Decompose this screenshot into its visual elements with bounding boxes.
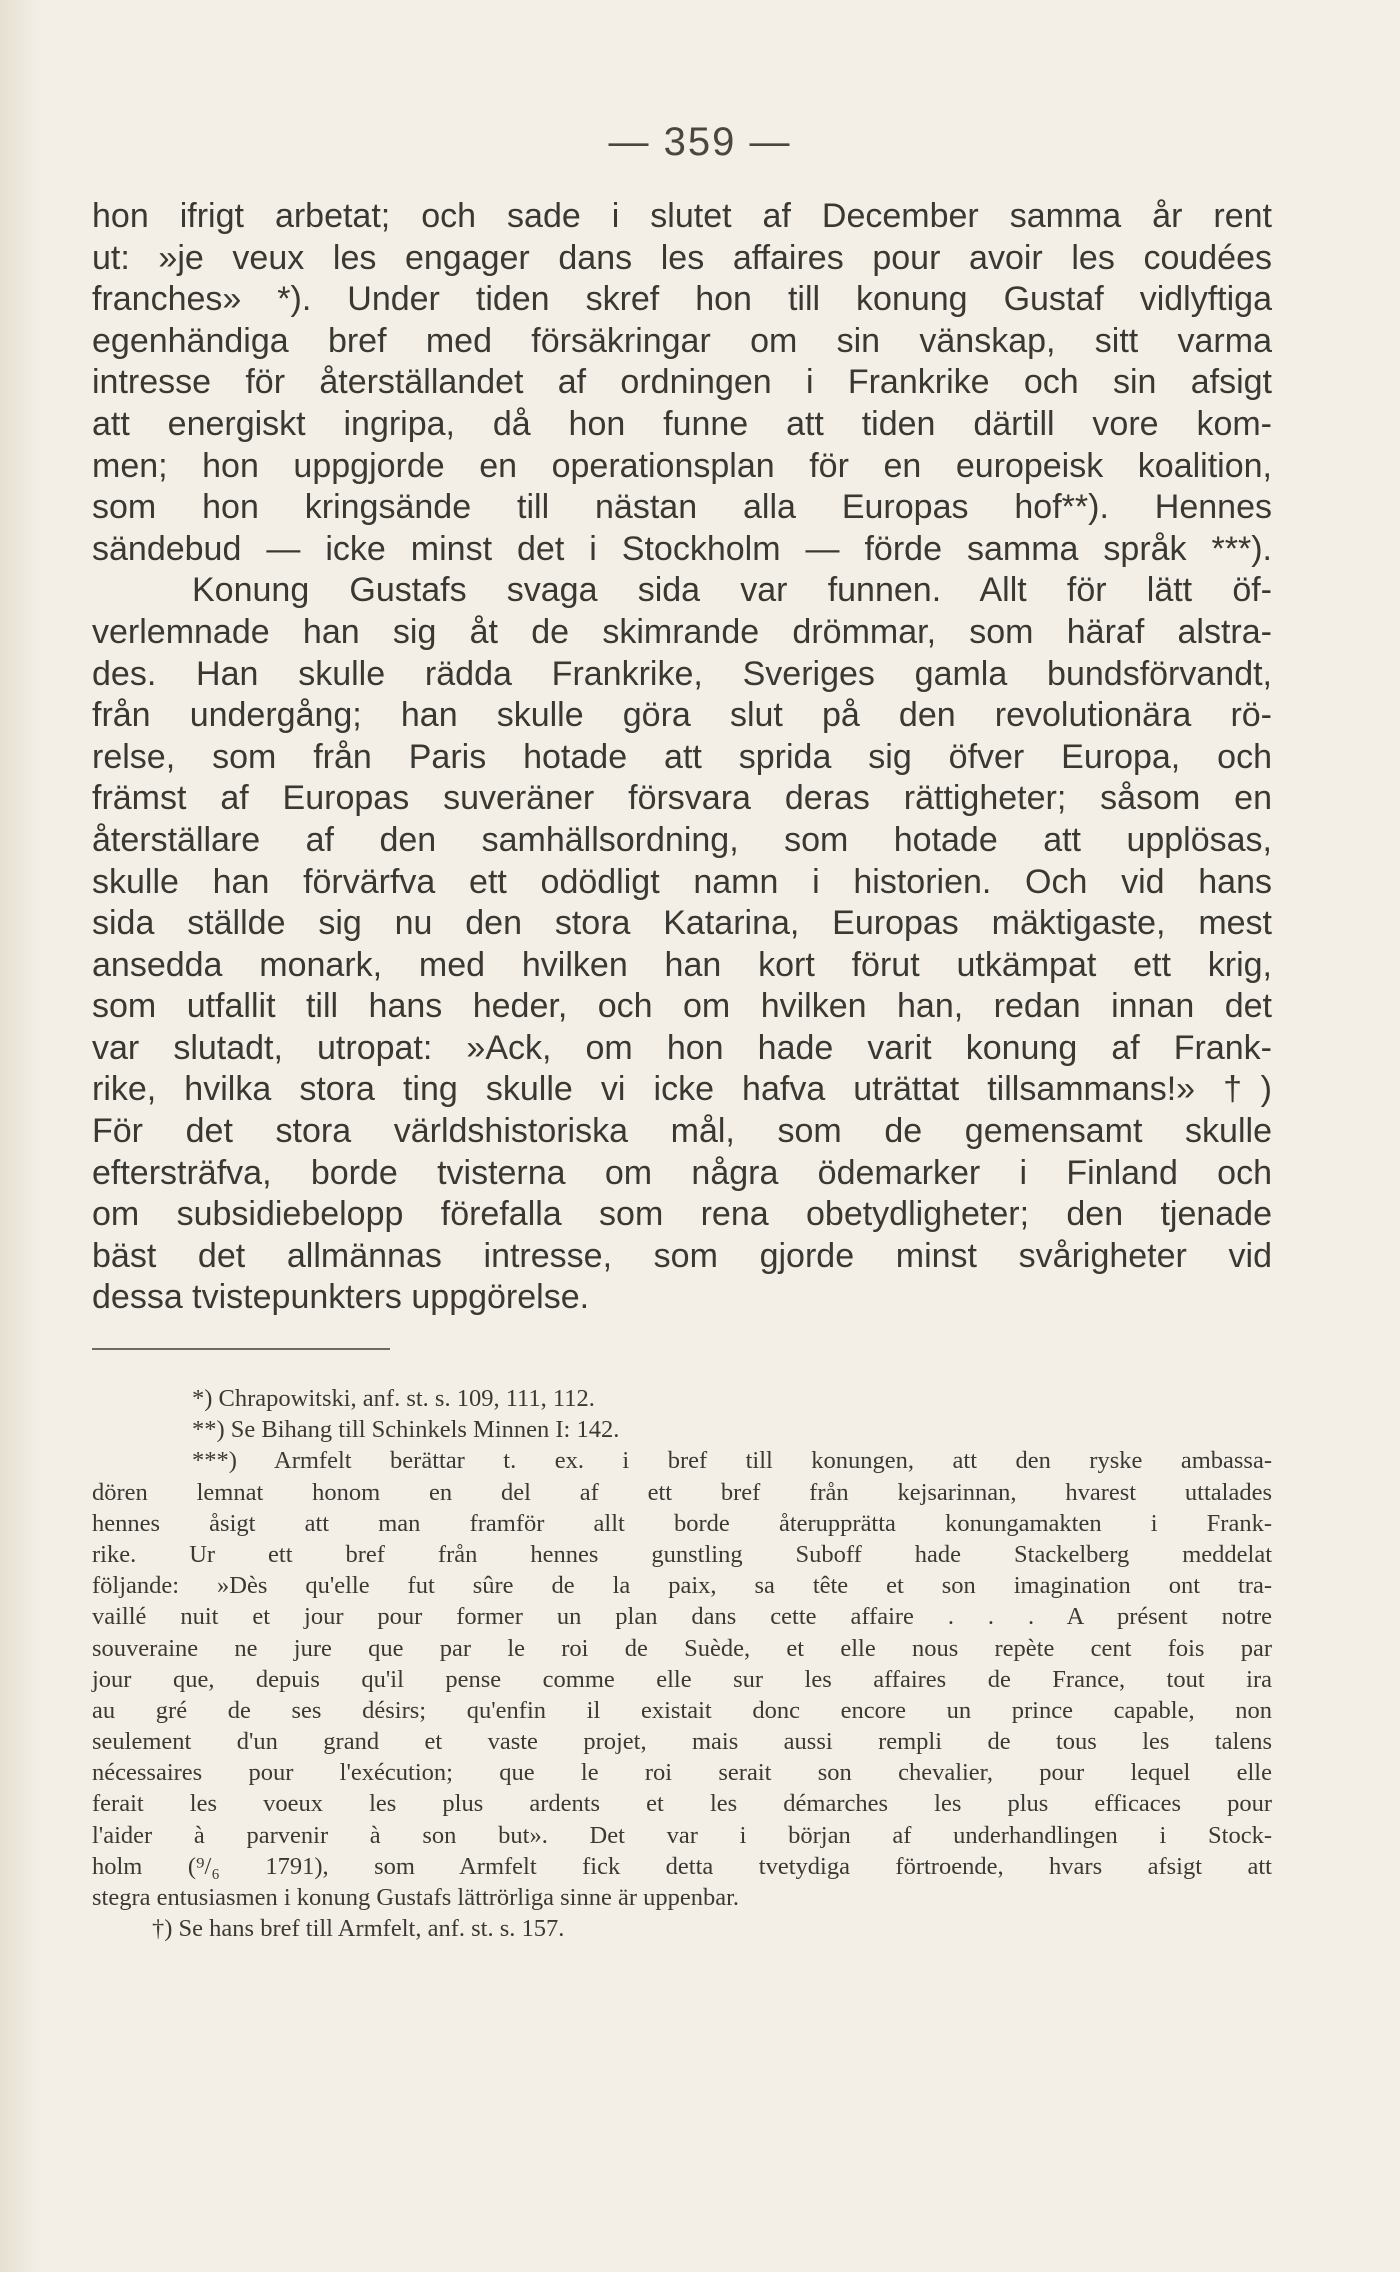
footnote-line: nécessaires pour l'exécution; que le roi serait son chevalier, pour lequel elle bbox=[92, 1759, 1272, 1787]
main-text-line: eftersträfva, borde tvisterna om några ödemarker i Finland och bbox=[92, 1153, 1272, 1192]
main-text-line: hon ifrigt arbetat; och sade i slutet af December samma år rent bbox=[92, 197, 1272, 235]
main-text-line: sida ställde sig nu den stora Katarina, Europas mäktigaste, mest bbox=[92, 904, 1272, 943]
main-text-line: om subsidiebelopp förefalla som rena obetydligheter; den tjenade bbox=[92, 1195, 1272, 1234]
footnote-line: l'aider à parvenir à son but». Det var i början af underhandlingen i Stock- bbox=[92, 1821, 1272, 1849]
footnote-line: holm (⁹/₆ 1791), som Armfelt fick detta tvetydiga förtroende, hvars afsigt att bbox=[92, 1852, 1272, 1880]
footnote-line: dören lemnat honom en del af ett bref från kejsarinnan, hvarest uttalades bbox=[92, 1478, 1272, 1506]
footnote-line: rike. Ur ett bref från hennes gunstling Suboff hade Stackelberg meddelat bbox=[92, 1540, 1272, 1568]
main-text-line: från undergång; han skulle göra slut på den revolutionära rö- bbox=[92, 696, 1272, 735]
main-text-line: var slutadt, utropat: »Ack, om hon hade varit konung af Frank- bbox=[92, 1028, 1272, 1067]
footnote-line: stegra entusiasmen i konung Gustafs lättrörliga sinne är uppenbar. bbox=[92, 1884, 740, 1911]
main-text-line: främst af Europas suveräner försvara deras rättigheter; såsom en bbox=[92, 779, 1272, 818]
footnote-line: ***) Armfelt berättar t. ex. i bref till konungen, att den ryske ambassa- bbox=[192, 1447, 1272, 1475]
main-text-body bbox=[92, 196, 1272, 1319]
footnote-line: †) Se hans bref till Armfelt, anf. st. s. 157. bbox=[152, 1915, 565, 1943]
main-text-line: som hon kringsände till nästan alla Europas hof**). Hennes bbox=[92, 488, 1272, 527]
footnote-line: seulement d'un grand et vaste projet, mais aussi rempli de tous les talens bbox=[92, 1728, 1272, 1756]
main-text-line: verlemnade han sig åt de skimrande drömmar, som häraf alstra- bbox=[92, 612, 1272, 651]
main-text-line: bäst det allmännas intresse, som gjorde minst svårigheter vid bbox=[92, 1236, 1272, 1275]
main-text-line: sändebud — icke minst det i Stockholm — förde samma språk ***). bbox=[92, 529, 1272, 568]
main-text-line: återställare af den samhällsordning, som hotade att upplösas, bbox=[92, 820, 1272, 859]
main-text-line: des. Han skulle rädda Frankrike, Sveriges gamla bundsförvandt, bbox=[92, 654, 1272, 693]
footnote-line: hennes åsigt att man framför allt borde återupprätta konungamakten i Frank- bbox=[92, 1509, 1272, 1537]
footnote-line: **) Se Bihang till Schinkels Minnen I: 142. bbox=[192, 1416, 620, 1444]
main-text-line: som utfallit till hans heder, och om hvilken han, redan innan det bbox=[92, 987, 1272, 1026]
main-text-line: skulle han förvärfva ett odödligt namn i historien. Och vid hans bbox=[92, 862, 1272, 901]
main-text-line: franches» *). Under tiden skref hon till konung Gustaf vidlyftiga bbox=[92, 280, 1272, 319]
main-text-line: egenhändiga bref med försäkringar om sin vänskap, sitt varma bbox=[92, 321, 1272, 360]
main-text-line: men; hon uppgjorde en operationsplan för en europeisk koalition, bbox=[92, 446, 1272, 485]
page-edge-shadow bbox=[0, 0, 40, 2272]
main-text-line: ut: »je veux les engager dans les affaires pour avoir les coudées bbox=[92, 238, 1272, 277]
footnote-line: jour que, depuis qu'il pense comme elle sur les affaires de France, tout ira bbox=[92, 1665, 1272, 1693]
page-number: — 359 — bbox=[608, 120, 792, 164]
main-text-line: dessa tvistepunkters uppgörelse. bbox=[92, 1278, 590, 1317]
main-text-line: rike, hvilka stora ting skulle vi icke hafva uträttat tillsammans!» †) bbox=[92, 1070, 1272, 1109]
main-text-line: Konung Gustafs svaga sida var funnen. Allt för lätt öf- bbox=[192, 571, 1272, 610]
footnote-divider bbox=[92, 1348, 390, 1350]
main-text-line: att energiskt ingripa, då hon funne att tiden därtill vore kom- bbox=[92, 404, 1272, 443]
main-text-line: intresse för återställandet af ordningen i Frankrike och sin afsigt bbox=[92, 363, 1272, 402]
main-text-line: relse, som från Paris hotade att sprida sig öfver Europa, och bbox=[92, 737, 1272, 776]
footnote-line: följande: »Dès qu'elle fut sûre de la paix, sa tête et son imagination ont tra- bbox=[92, 1572, 1272, 1600]
footnotes-block bbox=[92, 1383, 1272, 1944]
footnote-line: *) Chrapowitski, anf. st. s. 109, 111, 112. bbox=[192, 1385, 595, 1412]
footnote-line: ferait les voeux les plus ardents et les démarches les plus efficaces pour bbox=[92, 1790, 1272, 1818]
footnote-line: au gré de ses désirs; qu'enfin il existait donc encore un prince capable, non bbox=[92, 1696, 1272, 1724]
main-text-line: ansedda monark, med hvilken han kort förut utkämpat ett krig, bbox=[92, 945, 1272, 984]
footnote-line: souveraine ne jure que par le roi de Suède, et elle nous repète cent fois par bbox=[92, 1634, 1272, 1662]
footnote-line: vaillé nuit et jour pour former un plan dans cette affaire . . . A présent notre bbox=[92, 1603, 1272, 1631]
main-text-line: För det stora världshistoriska mål, som de gemensamt skulle bbox=[92, 1112, 1272, 1151]
